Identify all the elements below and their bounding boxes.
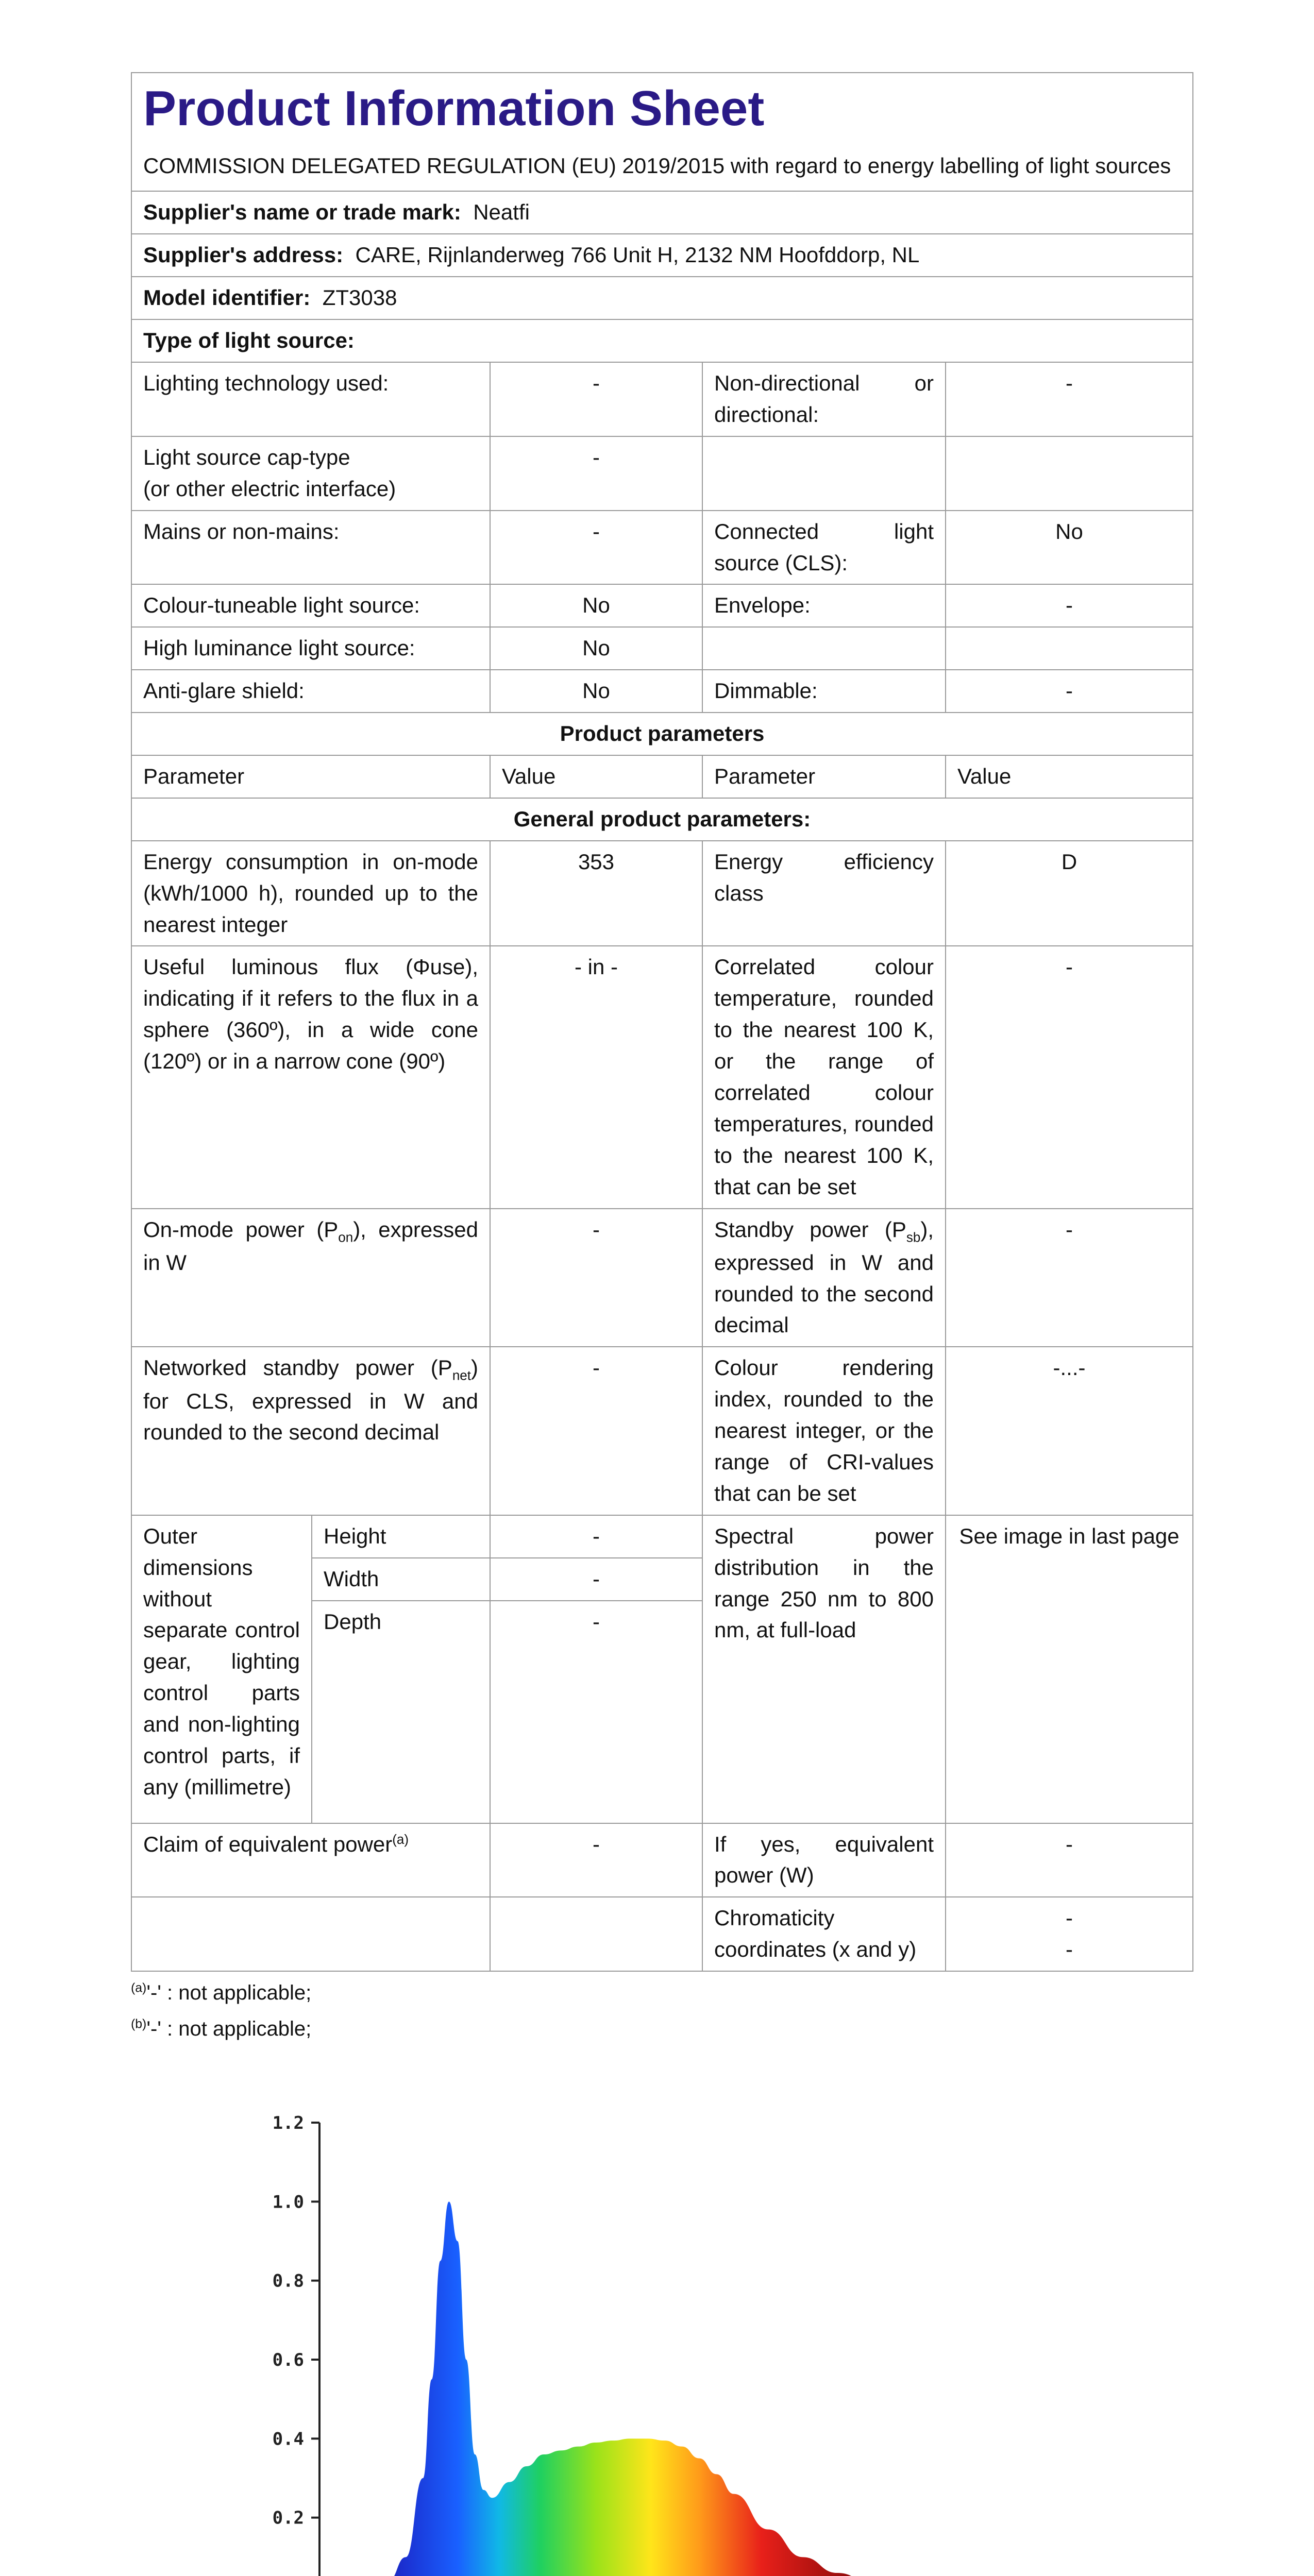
supplier-address-value: CARE, Rijnlanderweg 766 Unit H, 2132 NM Hoofddorp, NL	[355, 243, 920, 267]
on-mode-power-text: On-mode power (P	[143, 1217, 339, 1242]
equivalent-power-claim-value: -	[490, 1823, 702, 1897]
product-parameters-heading: Product parameters	[131, 713, 1193, 755]
mains-value: -	[490, 511, 702, 585]
cap-type-label-line2: (or other electric interface)	[143, 476, 396, 501]
model-identifier-row	[131, 277, 1193, 319]
supplier-name-value: Neatfi	[473, 200, 530, 225]
cls-value: No	[946, 511, 1193, 585]
column-header-parameter: Parameter	[702, 755, 946, 798]
chromaticity-value	[946, 1897, 1193, 1971]
luminous-flux-value: - in -	[490, 946, 702, 1208]
colour-temperature-label: Correlated colour temperature, rounded to the nearest 100 K, or the range of correlated colour temperatures, rounded to the nearest 100 K, that can be set	[702, 946, 946, 1208]
column-header-parameter: Parameter	[131, 755, 490, 798]
high-luminance-label: High luminance light source:	[131, 627, 490, 670]
colour-tuneable-value: No	[490, 584, 702, 627]
y-tick-label: 0.8	[272, 2270, 304, 2292]
mains-label: Mains or non-mains:	[131, 511, 490, 585]
footnote-a-marker: (a)	[392, 1831, 409, 1847]
on-mode-power-text: ), expressed in W	[143, 1217, 478, 1275]
regulation-text: COMMISSION DELEGATED REGULATION (EU) 2019/2015 with regard to energy labelling of light sources	[143, 153, 1171, 178]
model-identifier-label: Model identifier:	[143, 285, 311, 310]
colour-rendering-label: Colour rendering index, rounded to the nearest integer, or the range of CRI-values that can be set	[702, 1347, 946, 1515]
anti-glare-value: No	[490, 670, 702, 713]
envelope-label: Envelope:	[702, 584, 946, 627]
footnote-a	[131, 1979, 1192, 2007]
networked-standby-text: Networked standby power (P	[143, 1355, 452, 1380]
y-tick-label: 0.2	[272, 2507, 304, 2529]
height-value: -	[490, 1515, 702, 1558]
information-sheet	[131, 72, 1192, 2051]
spectral-distribution-label: Spectral power distribution in the range 250 nm to 800 nm, at full-load	[702, 1515, 946, 1823]
header-cell	[131, 73, 1193, 191]
colour-temperature-value: -	[946, 946, 1193, 1208]
cap-type-value: -	[490, 436, 702, 511]
empty-cell	[131, 1897, 490, 1971]
footnote-b	[131, 2015, 1192, 2043]
y-axis-ticks	[273, 2113, 319, 2576]
chromaticity-label: Chromaticity coordinates (x and y)	[702, 1897, 946, 1971]
empty-cell	[946, 436, 1193, 511]
energy-consumption-value: 353	[490, 841, 702, 946]
y-tick-label: 1.2	[272, 2113, 304, 2133]
on-mode-power-value: -	[490, 1209, 702, 1347]
column-header-value: Value	[490, 755, 702, 798]
chromaticity-y: -	[1066, 1937, 1073, 1962]
colour-tuneable-label: Colour-tuneable light source:	[131, 584, 490, 627]
footnote-a-mark: (a)	[131, 1981, 147, 1995]
standby-power-text: ), expressed in W and rounded to the second decimal	[714, 1217, 934, 1337]
equivalent-power-claim-text: Claim of equivalent power	[143, 1832, 393, 1856]
supplier-name-row	[131, 191, 1193, 234]
empty-cell	[702, 627, 946, 670]
envelope-value: -	[946, 584, 1193, 627]
width-value: -	[490, 1558, 702, 1601]
height-label: Height	[312, 1515, 490, 1558]
directional-label: Non-directional or directional:	[702, 362, 946, 436]
page-title: Product Information Sheet	[143, 81, 765, 136]
general-parameters-heading: General product parameters:	[131, 798, 1193, 841]
column-header-value: Value	[946, 755, 1193, 798]
model-identifier-value: ZT3038	[322, 285, 397, 310]
supplier-name-label: Supplier's name or trade mark:	[143, 200, 461, 225]
width-label: Width	[312, 1558, 490, 1601]
cap-type-label-line1: Light source cap-type	[143, 445, 350, 469]
networked-standby-value: -	[490, 1347, 702, 1515]
equivalent-power-value: -	[946, 1823, 1193, 1897]
y-tick-label: 0.6	[272, 2350, 304, 2370]
footnote-b-text: '-' : not applicable;	[146, 2018, 312, 2041]
energy-efficiency-value: D	[946, 841, 1193, 946]
footnote-a-text: '-' : not applicable;	[146, 1981, 312, 2005]
networked-standby-label	[131, 1347, 490, 1515]
y-tick-label: 0.4	[272, 2429, 304, 2450]
light-source-type-label: Type of light source:	[131, 319, 1193, 362]
standby-power-label	[702, 1209, 946, 1347]
lighting-technology-label: Lighting technology used:	[131, 362, 490, 436]
standby-power-value: -	[946, 1209, 1193, 1347]
outer-dimensions-label: Outer dimensions without separate control gear, lighting control parts and non-lighting control parts, if any (millimetre)	[131, 1515, 312, 1823]
spectral-power-distribution-chart	[247, 2102, 1062, 2576]
spectral-distribution-value: See image in last page	[946, 1515, 1193, 1823]
supplier-address-label: Supplier's address:	[143, 243, 344, 267]
directional-value: -	[946, 362, 1193, 436]
equivalent-power-claim-label	[131, 1823, 490, 1897]
spectrum-area	[319, 2201, 1010, 2576]
supplier-address-row	[131, 234, 1193, 277]
cls-label: Connected light source (CLS):	[702, 511, 946, 585]
lighting-technology-value: -	[490, 362, 702, 436]
footnotes	[131, 1979, 1192, 2043]
depth-label: Depth	[312, 1601, 490, 1823]
energy-consumption-label: Energy consumption in on-mode (kWh/1000 h), rounded up to the nearest integer	[131, 841, 490, 946]
on-mode-power-subscript: on	[338, 1229, 353, 1245]
equivalent-power-label: If yes, equivalent power (W)	[702, 1823, 946, 1897]
empty-cell	[702, 436, 946, 511]
networked-standby-subscript: net	[452, 1367, 471, 1383]
cap-type-label	[131, 436, 490, 511]
high-luminance-value: No	[490, 627, 702, 670]
footnote-b-mark: (b)	[131, 2017, 147, 2031]
depth-value: -	[490, 1601, 702, 1823]
on-mode-power-label	[131, 1209, 490, 1347]
empty-cell	[490, 1897, 702, 1971]
colour-rendering-value: -...-	[946, 1347, 1193, 1515]
empty-cell	[946, 627, 1193, 670]
y-tick-label: 1.0	[272, 2192, 304, 2213]
chromaticity-x: -	[1066, 1906, 1073, 1930]
luminous-flux-label: Useful luminous flux (Φuse), indicating if it refers to the flux in a sphere (360º), in a wide cone (120º) or in a narrow cone (90º)	[131, 946, 490, 1208]
standby-power-text: Standby power (P	[714, 1217, 906, 1242]
dimmable-label: Dimmable:	[702, 670, 946, 713]
standby-power-subscript: sb	[906, 1229, 921, 1245]
dimmable-value: -	[946, 670, 1193, 713]
energy-efficiency-label: Energy efficiency class	[702, 841, 946, 946]
product-info-table	[131, 72, 1193, 1972]
anti-glare-label: Anti-glare shield:	[131, 670, 490, 713]
networked-standby-text: ) for CLS, expressed in W and rounded to the second decimal	[143, 1355, 478, 1445]
